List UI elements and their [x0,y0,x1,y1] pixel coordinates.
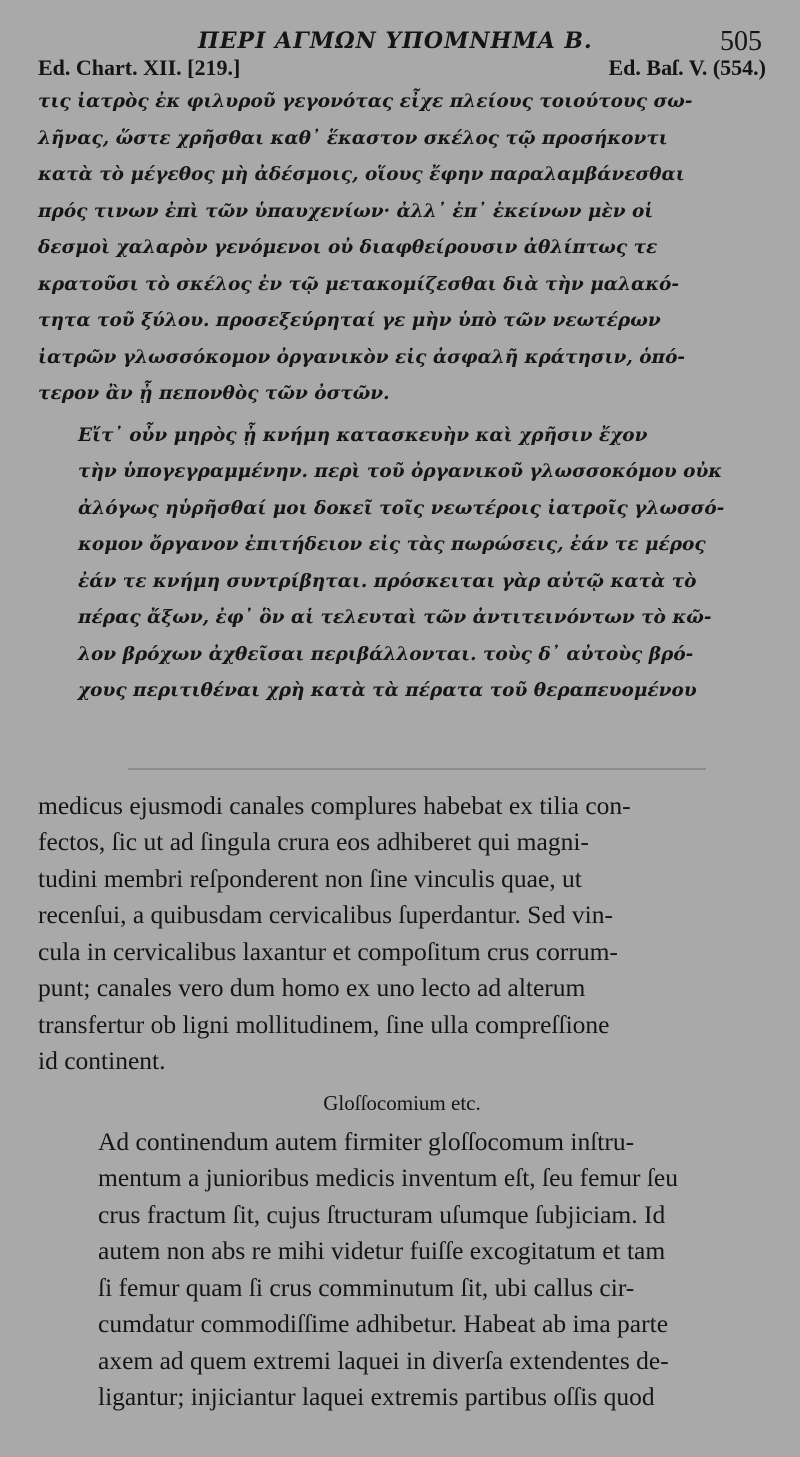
running-title: ΠΕΡΙ ΑΓΜΩΝ ΥΠΟΜΝΗΜΑ Β. [198,28,593,54]
text-line: ἐάν τε κνήμη συντρίβηται. πρόσκειται γὰρ αὐτῷ κατὰ τὸ [78,570,697,592]
section-heading: Gloſſocomium etc. [323,1090,481,1115]
text-line: Εἴτ᾽ οὖν μηρὸς ᾖ κνήμη κατασκευὴν καὶ χρῆσιν ἔχον [78,424,648,446]
text-line: τις ἰατρὸς ἐκ φιλυροῦ γεγονότας εἶχε πλείους τοιούτους σω- [38,91,693,112]
text-line: λῆνας, ὥστε χρῆσθαι καθ᾽ ἕκαστον σκέλος τῷ προσήκοντι [38,127,668,149]
text-line: κρατοῦσι τὸ σκέλος ἐν τῷ μετακομίζεσθαι διὰ τὴν μαλακό- [38,273,680,295]
text-line: id continent. [38,1046,166,1075]
text-line: λον βρόχων ἀχθεῖσαι περιβάλλονται. τοὺς δ᾽ αὐτοὺς βρό- [78,643,694,665]
text-line: τὴν ὑπογεγραμμένην. περὶ τοῦ ὀργανικοῦ γλωσσοκόμου οὐκ [78,461,723,482]
text-line: recenſui, a quibusdam cervicalibus ſuperdantur. Sed vin- [38,900,613,929]
text-line: axem ad quem extremi laquei in diverſa extendentes de- [98,1345,669,1375]
text-line: tudini membri reſponderent non ſine vinculis quae, ut [38,863,582,893]
text-line: τητα τοῦ ξύλου. προσεξεύρηταί γε μὴν ὑπὸ τῶν νεωτέρων [38,310,661,331]
text-line: πρός τινων ἐπὶ τῶν ὑπαυχενίων· ἀλλ᾽ ἐπ᾽ ἐκείνων μὲν οἱ [38,200,654,222]
edition-reference-line [38,52,766,84]
text-line: ligantur; injiciantur laquei extremis partibus oſſis quod [98,1382,655,1411]
text-line: κομον ὄργανον ἐπιτήδειον εἰς τὰς πωρώσεις, ἐάν τε μέρος [78,534,706,555]
latin-paragraph-1 [38,788,766,1080]
text-line: ſi femur quam ſi crus comminutum ſit, ubi callus cir- [98,1272,635,1302]
section-divider [128,768,706,770]
edition-reference-left: Ed. Chart. XII. [219.] [38,55,241,80]
text-line: autem non abs re mihi videtur fuiſſe excogitatum et tam [98,1236,666,1265]
text-line: χους περιτιθέναι χρὴ κατὰ τὰ πέρατα τοῦ θεραπευομένου [78,680,697,701]
text-line: τερον ἂν ᾖ πεπονθὸς τῶν ὀστῶν. [38,383,390,404]
text-line: Ad continendum autem firmiter gloſſocomum inſtru- [98,1126,635,1156]
text-line: transfertur ob ligni mollitudinem, ſine ulla compreſſione [38,1009,610,1039]
latin-paragraph-2 [38,1124,766,1416]
text-line: cula in cervicalibus laxantur et compoſitum crus corrum- [38,936,618,966]
text-line: ἰατρῶν γλωσσόκομον ὀργανικὸν εἰς ἀσφαλῆ κράτησιν, ὁπό- [38,346,686,368]
text-line: κατὰ τὸ μέγεθος μὴ ἀδέσμοις, οἵους ἔφην παραλαμβάνεσθαι [38,164,685,185]
greek-paragraph-1 [38,84,766,413]
greek-paragraph-2 [38,418,766,710]
text-line: cumdatur commodiſſime adhibetur. Habeat ab ima parte [98,1309,669,1338]
text-line: ἀλόγως ηὑρῆσθαί μοι δοκεῖ τοῖς νεωτέροις ἰατροῖς γλωσσό- [78,497,725,519]
text-line: mentum a junioribus medicis inventum eſt, ſeu femur ſeu [98,1163,679,1192]
edition-reference-right: Ed. Baſ. V. (554.) [608,55,766,80]
text-line: δεσμοὶ χαλαρὸν γενόμενοι οὐ διαφθείρουσιν ἀθλίπτως τε [38,237,658,258]
text-line: πέρας ἄξων, ἐφ᾽ ὃν αἱ τελευταὶ τῶν ἀντιτεινόντων τὸ κῶ- [78,607,712,628]
running-head [38,0,766,57]
text-line: crus fractum ſit, cujus ſtructuram uſumque ſubjiciam. Id [98,1199,666,1229]
text-line: fectos, ſic ut ad ſingula crura eos adhiberet qui magni- [38,827,589,856]
text-line: punt; canales vero dum homo ex uno lecto ad alterum [38,973,586,1002]
text-line: medicus ejusmodi canales complures habebat ex tilia con- [38,790,631,820]
page-number: 505 [720,26,762,57]
